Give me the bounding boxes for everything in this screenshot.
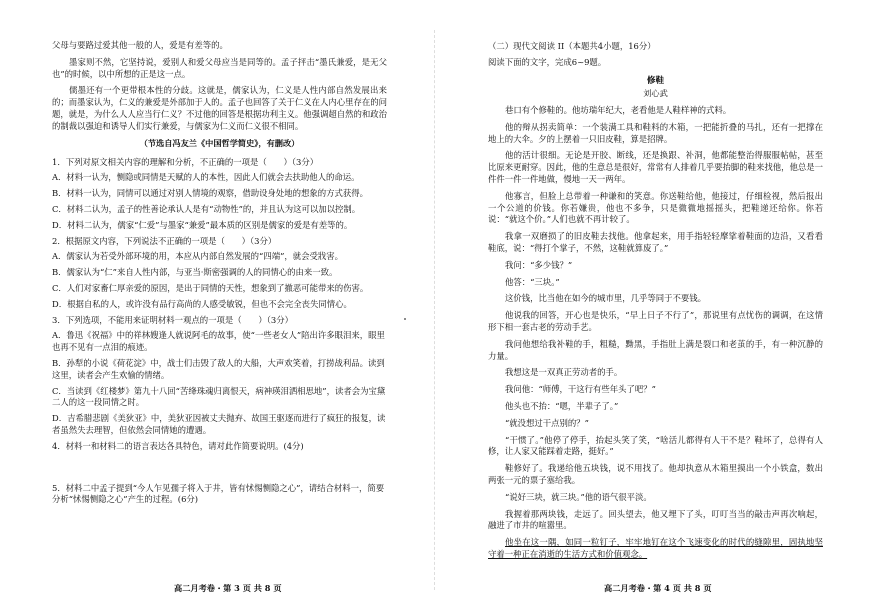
question-4: 4．材料一和材料二的语言表达各具特色，请对此作简要说明。(4分) [52, 440, 304, 451]
question-2-option: D．根据自私的人，或许没有品行高尚的人感受敏锐，但也不会完全丧失同情心。 [52, 298, 352, 309]
section-intro: 阅读下面的文字，完成6~9题。 [488, 57, 607, 67]
question-1-option: B．材料一认为，同情可以通过对别人情境的观察，借助设身处地的想象的方式获得。 [52, 188, 369, 199]
story-paragraph: 我问他：“师傅，干这行有些年头了吧？” [505, 384, 656, 395]
story-title: 修鞋 [646, 76, 665, 86]
story-paragraph: 他答：“三块。” [505, 276, 560, 287]
question-3-option: B．孙犁的小说《荷花淀》中，战士们击毁了敌人的大船，大声欢笑着，打捞战利品。读到这里，读者会产生欢愉的情绪。 [52, 357, 385, 380]
story-author: 刘心武 [643, 88, 668, 98]
answer-space [52, 457, 387, 483]
story-paragraph: “干惯了。”他停了停手，抬起头笑了笑，“啥活儿都得有人干不是？鞋坏了，总得有人修，让人家又能踩着走路，挺好。” [488, 434, 823, 457]
story-paragraph: 我问他想给我补鞋的手，粗糙，黝黑，手指肚上满是裂口和老茧的手，有一种沉静的力量。 [488, 338, 823, 361]
left-paragraph: 墨家则不然，它坚持说，爱别人和爱父母应当是同等的。孟子抨击“墨氏兼爱，是无父也”的时候，以中所想的正是这一点。 [52, 56, 387, 79]
question-1-option: C．材料二认为，孟子的性善论承认人是有“动物性”的，并且认为这可以加以控制。 [52, 203, 361, 214]
story-paragraph: 我想这是一双真正劳动者的手。 [505, 367, 623, 378]
question-2: 2．根据原文内容，下列说法不正确的一项是（ ）（3分） [52, 235, 277, 246]
page-footer-right: 高二月考卷・第 4 页 共 8 页 [604, 583, 712, 593]
left-paragraph: 父母与要路过爱其他一般的人，爱是有差等的。 [52, 40, 228, 50]
story-paragraph: 我拿一双磨损了的旧皮鞋去找他。他拿起来，用手指轻轻摩挲着鞋面的边沿，又看看鞋底，说：“得打个掌子，不然，这鞋就算废了。” [488, 231, 823, 253]
story-paragraph: 鞋修好了。我递给他五块钱，说不用找了。他却执意从木箱里摸出一个小铁盒，数出两张一元的票子塞给我。 [488, 463, 823, 485]
story-paragraph: 他说我的回答，开心也是快乐，“早上日子不行了”，那说里有点忧伤的调调，在这情形下相一套古老的劳动手艺。 [488, 310, 823, 332]
question-3-option: A．鲁迅《祝福》中的祥林嫂逢人就说阿毛的故事，使“一些老女人”陪出许多眼泪来，眼里也再不见有一点泪的痕迹。 [52, 330, 385, 353]
story-paragraph: “说好三块，就三块。”他的语气很平淡。 [505, 491, 652, 502]
right-page [488, 40, 823, 566]
page-fold-divider [434, 30, 435, 590]
question-3: 3．下列选项，不能用来证明材料一观点的一项是（ ）（3分） [52, 314, 293, 325]
story-paragraph: 他的辩从拐卖简单：一个装满工具和鞋料的木箱，一把能折叠的马扎，还有一把撑在地上的大伞。夕的上摆着一只旧皮鞋，算是招牌。 [488, 121, 823, 144]
question-3-option: C．当读到《红楼梦》第九十八回“苦绛珠魂归离恨天，病神瑛泪洒相思地”，读者会为宝黛二人的这一段同情之时。 [52, 385, 386, 408]
story-paragraph: 他的活计很细。无论是开胶、断线，还是换跟、补洞，他都能整治得服服帖帖，甚至比原来更耐穿。因此，他的生意总是很好，常常有人排着几乎要抬脚的鞋来找他，他总是一件件一件一件地做，慢地一天一两年。 [488, 150, 823, 184]
source-citation: （节选自冯友兰《中国哲学简史》，有删改） [139, 137, 300, 148]
question-2-option: C．人们对家畜仁厚亲爱的原因，是出于同情的天性，想象到了撤恶可能带来的伤害。 [52, 282, 369, 293]
question-2-option: B．儒家认为“仁”来自人性内部，与亚当·斯密强调的人的同情心的由来一致。 [52, 267, 338, 278]
question-1: 1．下列对原文相关内容的理解和分析，不正确的一项是（ ）（3分） [52, 156, 319, 167]
left-page [52, 40, 387, 510]
left-paragraph: 儒墨还有一个更带根本性的分歧。这就是，儒家认为，仁义是人性内部自然发展出来的；而墨家认为，仁义的兼爱是外部加于人的。孟子也回答了关于仁义在人内心里存在的问题，就是，为什么人人应当行仁义？不过他的回答是根据功利主义。他强调超自然的和政治的制裁以强迫和诱导人们实行兼爱，与儒家为仁义而仁义很不相同。 [52, 85, 387, 131]
story-paragraph: 巷口有个修鞋的。他坊瑞年纪大，老看他是人鞋样神的式料。 [505, 105, 732, 115]
story-paragraph: “就没想过干点别的？” [505, 417, 589, 428]
question-1-option: D．材料二认为，儒家“仁爱”与墨家“兼爱”最本质的区别是儒家的爱是有差等的。 [52, 219, 353, 230]
page-footer-left: 高二月考卷・第 3 页 共 8 页 [174, 583, 282, 593]
story-paragraph: 他头也不抬：“嗯，半辈子了。” [505, 400, 619, 411]
question-5: 5．材料二中孟子提到“今人乍见孺子将入于井，皆有怵惕恻隐之心”，请结合材料一，简要分析“怵惕恻隐之心”产生的过程。(6分) [52, 482, 385, 505]
underlined-sentence: 他坐在这一隅，如同一粒钉子，牢牢地钉在这个飞速变化的时代的缝隙里，固执地坚守着一种正在消逝的生活方式和价值观念。 [488, 537, 823, 559]
question-1-option: A．材料一认为，恻隐或同情是天赋的人的本性，因此人们就会去扶助他人的命运。 [52, 172, 360, 183]
question-3-option: D．吉希腊悲剧《美狄亚》中，美狄亚因被丈夫抛弃、故国王驱逐而进行了疯狂的报复，读者虽然失去理智，但依然会同情她的遭遇。 [52, 413, 386, 435]
story-paragraph: 我问：“多少钱？” [505, 259, 573, 270]
story-paragraph: 我握着那两块钱，走远了。回头望去，他又埋下了头，叮叮当当的敲击声再次响起，融进了市井的喧嚣里。 [488, 508, 823, 531]
section-heading: （二）现代文阅读 II（本题共4小题，16分） [488, 41, 656, 51]
center-dot [404, 318, 406, 320]
question-2-option: A．儒家认为若受外部环境的用，本应从内部自然发展的“四端”，就会受戕害。 [52, 251, 343, 262]
story-paragraph: 这价钱，比当他在如今的城市里，几乎等同于不要钱。 [505, 293, 706, 304]
story-paragraph: 他寡言，但脸上总带着一种谦和的笑意。你送鞋给他，他接过，仔细检视，然后报出一个公道的价钱。你若嫌贵，他也不多争，只是微微地摇摇头，把鞋递还给你。你若说：“就这个价。”人们也就不再计较了。 [488, 190, 823, 225]
